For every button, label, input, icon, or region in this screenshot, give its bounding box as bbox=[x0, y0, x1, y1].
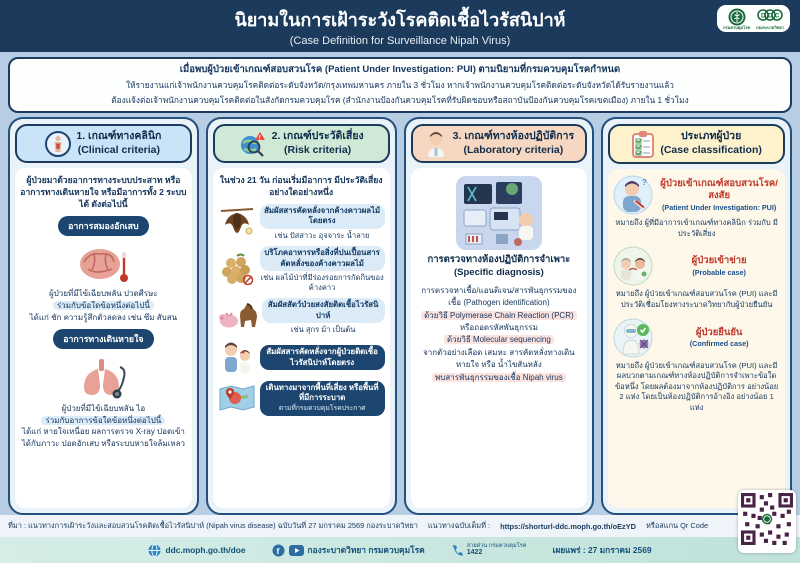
notice-line2: ให้รายงานแก่เจ้าพนักงานควบคุมโรคติดต่อระดับจังหวัด/กรุงเทพมหานคร ภายใน 3 ชั่วโมง หากเจ้าพนักงานควบคุมโรคติดต่อระดับจังหวัดได้รับรายงานแล้ว bbox=[126, 80, 674, 90]
risk-item-fruit bbox=[218, 246, 385, 292]
risk-title: 2. เกณฑ์ประวัติเสี่ยง (Risk criteria) bbox=[271, 130, 364, 156]
pui-title: ผู้ป่วยเข้าเกณฑ์สอบสวนโรค/สงสัย bbox=[660, 178, 778, 201]
notice-line1: เมื่อพบผู้ป่วยเข้าเกณฑ์สอบสวนโรค (Patient Under Investigation: PUI) ตามนิยามที่กรมควบคุมโรคกำหนด bbox=[179, 64, 621, 75]
laboratory-title: 3. เกณฑ์ทางห้องปฏิบัติการ (Laboratory criteria) bbox=[452, 130, 575, 156]
risk-intro: ในช่วง 21 วัน ก่อนเริ่มมีอาการ มีประวัติเสี่ยงอย่างใดอย่างหนึ่ง bbox=[219, 175, 383, 198]
confirmed-description: หมายถึง ผู้ป่วยเข้าเกณฑ์สอบสวนโรค (PUI) และมีผลบวกตามเกณฑ์ทางห้องปฏิบัติการจำเพาะข้อใดข้อหนึ่ง โดยผลต้องมาจากห้องปฏิบัติการ อย่างน้อย 2 แห่ง โดยเป็นห้องปฏิบัติการอ้างอิง อย่างน้อย 1 แห่ง bbox=[614, 360, 779, 412]
risk-body bbox=[213, 168, 390, 508]
page-subtitle: (Case Definition for Surveillance Nipah Virus) bbox=[289, 35, 511, 47]
respiratory-text: ผู้ป่วยที่มีไข้เฉียบพลัน ไอ ร่วมกับอาการข้อใดข้อหนึ่งต่อไปนี้ ได้แก่ หายใจเหนื่อย ผลการตรวจ X-ray ปอดเข้าได้กับภาวะ ปอดอักเสบ หรือระบบหายใจล้มเหลว bbox=[21, 404, 186, 448]
header-titles bbox=[234, 5, 565, 47]
laboratory-text: การตรวจหาเชื้อ/แอนติเจน/สารพันธุกรรมของเชื้อ (Pathogen identification) ด้วยวิธี Polymerase Chain Reaction (PCR) หรือถอดรหัสพันธุกรรม ด้วยวิธี Molecular sequencing จากตัวอย่างเลือด เสมหะ สารคัดหลั่งทางเดินหายใจ หรือ น้ำไขสันหลัง พบสารพันธุกรรมของเชื้อ Nipah virus bbox=[421, 285, 577, 382]
hotline-text: สายด่วน กรมควบคุมโรค 1422 bbox=[466, 543, 527, 557]
laboratory-body bbox=[411, 168, 588, 508]
column-clinical-criteria bbox=[8, 117, 199, 515]
phone-icon bbox=[451, 544, 463, 556]
risk-item-patient-contact bbox=[218, 341, 385, 375]
criteria-columns bbox=[0, 117, 800, 515]
case-pui bbox=[613, 175, 780, 239]
bat-icon bbox=[218, 207, 256, 237]
logo-box bbox=[717, 5, 790, 32]
probable-case-icon bbox=[613, 246, 653, 286]
risk-item-text: สัมผัสสารคัดหลั่งจากผู้ป่วยติดเชื้อไวรัสนิปาห์โดยตรง bbox=[260, 345, 385, 369]
laboratory-header bbox=[411, 124, 588, 163]
website-text: ddc.moph.go.th/doe bbox=[165, 545, 246, 555]
published-date: เผยแพร่ : 27 มกราคม 2569 bbox=[552, 545, 652, 555]
clinical-body bbox=[15, 168, 192, 508]
source-text: ที่มา : แนวทางการเฝ้าระวังและสอบสวนโรคติดเชื้อไวรัสนิปาห์ (Nipah virus disease) ฉบับวันที่ 27 มกราคม 2569 กองระบาดวิทยา bbox=[8, 521, 418, 530]
contaminated-fruit-icon bbox=[218, 253, 256, 285]
case-confirmed bbox=[613, 318, 780, 414]
svg-text:D: D bbox=[761, 13, 766, 20]
risk-item-text: สัมผัสสารคัดหลั่งจากค้างคาวผลไม้โดยตรง เช่น ปัสสาวะ อุจจาระ น้ำลาย bbox=[260, 204, 385, 240]
svg-text:C: C bbox=[775, 13, 780, 20]
lungs-stethoscope-icon bbox=[74, 355, 132, 401]
moph-logo bbox=[723, 8, 750, 30]
respiratory-highlight: ร่วมกับอาการข้อใดข้อหนึ่งต่อไปนี้ bbox=[41, 416, 165, 425]
ddc-logo-label: กองระบาดวิทยา bbox=[756, 25, 784, 30]
clinical-title: 1. เกณฑ์ทางคลินิก (Clinical criteria) bbox=[76, 130, 162, 156]
globe-search-warning-icon bbox=[239, 131, 267, 157]
risk-item-text: เดินทางมาจากพื้นที่เสี่ยง หรือพื้นที่ที่มีการระบาด ตามที่กรมควบคุมโรคประกาศ bbox=[260, 381, 385, 416]
clinical-header bbox=[15, 124, 192, 163]
probable-subtitle: (Probable case) bbox=[692, 268, 746, 278]
source-line bbox=[0, 515, 800, 537]
qr-code[interactable] bbox=[738, 490, 796, 553]
brain-thermometer-icon bbox=[74, 242, 132, 286]
page-header bbox=[0, 0, 800, 52]
probable-description: หมายถึง ผู้ป่วยเข้าเกณฑ์สอบสวนโรค (PUI) และมีประวัติเชื่อมโยงทางระบาดวิทยากับผู้ป่วยยืนยัน bbox=[615, 289, 778, 309]
doctor-icon bbox=[424, 131, 448, 157]
risk-item-text: สัมผัสสัตว์ป่วยสงสัยติดเชื้อไวรัสนิปาห์ เช่น สุกร ม้า เป็นต้น bbox=[262, 298, 385, 334]
lab-machine-icon bbox=[456, 176, 542, 250]
svg-text:D: D bbox=[768, 13, 773, 20]
nipah-result-highlight: พบสารพันธุกรรมของเชื้อ Nipah virus bbox=[432, 373, 566, 382]
probable-title: ผู้ป่วยเข้าข่าย bbox=[691, 255, 747, 267]
risk-area-map-icon bbox=[218, 383, 256, 413]
notice-line3: ต้องแจ้งต่อเจ้าพนักงานควบคุมโรคติดต่อในสังกัดกรมควบคุมโรค (สำนักงานป้องกันควบคุมโรคที่รับผิดชอบหรือสถาบันป้องกันควบคุมโรคเขตเมือง) ภายใน 1 ชั่วโมง bbox=[111, 95, 689, 105]
encephalitis-badge: อาการสมองอักเสบ bbox=[58, 216, 149, 236]
risk-item-bat bbox=[218, 204, 385, 240]
encephalitis-text: ผู้ป่วยที่มีไข้เฉียบพลัน ปวดศีรษะ ร่วมกับข้อใดข้อหนึ่งต่อไปนี้ ได้แก่ ชัก ความรู้สึกตัวลดลง เช่น ซึม สับสน bbox=[29, 289, 178, 322]
confirmed-case-icon bbox=[613, 318, 653, 358]
patient-contact-icon bbox=[218, 341, 256, 375]
sick-animals-icon bbox=[218, 301, 258, 331]
moph-logo-icon bbox=[728, 8, 746, 26]
specific-diagnosis-heading: การตรวจทางห้องปฏิบัติการจำเพาะ (Specific diagnosis) bbox=[427, 254, 571, 279]
ddc-logo bbox=[756, 8, 784, 30]
column-case-classification bbox=[601, 117, 792, 515]
case-probable bbox=[613, 246, 780, 310]
guide-label: แนวทางฉบับเต็มที่ : bbox=[427, 521, 491, 530]
page-title: นิยามในการเฝ้าระวังโรคติดเชื้อไวรัสนิปาห์ bbox=[234, 10, 566, 30]
contact-bar bbox=[0, 537, 800, 563]
risk-item-text: บริโภคอาหารหรือสิ่งที่ปนเปื้อนสารคัดหลั่งของค้างคาวผลไม้ เช่น ผลไม้ป่าที่มีร่องรอยการกัดกินของค้างคาว bbox=[260, 248, 384, 292]
sequencing-highlight: ด้วยวิธี Molecular sequencing bbox=[444, 335, 554, 344]
classification-header bbox=[608, 124, 785, 164]
qr-code-pattern bbox=[741, 493, 793, 545]
pui-description: หมายถึง ผู้ที่มีอาการเข้าเกณฑ์ทางคลินิก ร่วมกับ มีประวัติเสี่ยง bbox=[615, 218, 778, 238]
column-risk-criteria bbox=[206, 117, 397, 515]
moph-logo-label: กรมควบคุมโรค bbox=[723, 25, 751, 30]
hotline-number: 1422 bbox=[466, 549, 483, 557]
risk-header bbox=[213, 124, 390, 163]
pcr-highlight: ด้วยวิธี Polymerase Chain Reaction (PCR) bbox=[421, 311, 577, 320]
reporting-notice bbox=[8, 57, 792, 113]
svg-text:!: ! bbox=[258, 133, 261, 141]
clinical-intro: ผู้ป่วยมาด้วยอาการทางระบบประสาท หรืออาการทางเดินหายใจ หรือมีอาการทั้ง 2 ระบบได้ ดังต่อไปนี้ bbox=[20, 175, 187, 210]
classification-body bbox=[608, 169, 785, 508]
respiratory-badge: อาการทางเดินหายใจ bbox=[53, 329, 153, 349]
classification-title: ประเภทผู้ป่วย (Case classification) bbox=[660, 130, 762, 156]
youtube-icon bbox=[289, 545, 304, 556]
risk-item-animals bbox=[218, 298, 385, 334]
pui-patient-icon bbox=[613, 175, 653, 215]
svg-text:?: ? bbox=[642, 178, 648, 187]
human-body-icon bbox=[45, 131, 71, 157]
ddc-logo-icon bbox=[757, 8, 783, 26]
risk-item-travel bbox=[218, 381, 385, 416]
svg-text:f: f bbox=[276, 545, 279, 556]
encephalitis-highlight: ร่วมกับข้อใดข้อหนึ่งต่อไปนี้ bbox=[53, 301, 154, 310]
confirmed-subtitle: (Confirmed case) bbox=[689, 339, 749, 349]
clipboard-checklist-icon bbox=[631, 130, 655, 158]
social-text: กองระบาดวิทยา กรมควบคุมโรค bbox=[307, 545, 425, 555]
scan-text: หรือสแกน Qr Code bbox=[646, 521, 709, 530]
confirmed-title: ผู้ป่วยยืนยัน bbox=[695, 326, 743, 338]
pui-subtitle: (Patient Under Investigation: PUI) bbox=[662, 202, 777, 212]
guide-url[interactable]: https://shorturl-ddc.moph.go.th/oEzYD bbox=[500, 521, 637, 531]
column-laboratory-criteria bbox=[404, 117, 595, 515]
